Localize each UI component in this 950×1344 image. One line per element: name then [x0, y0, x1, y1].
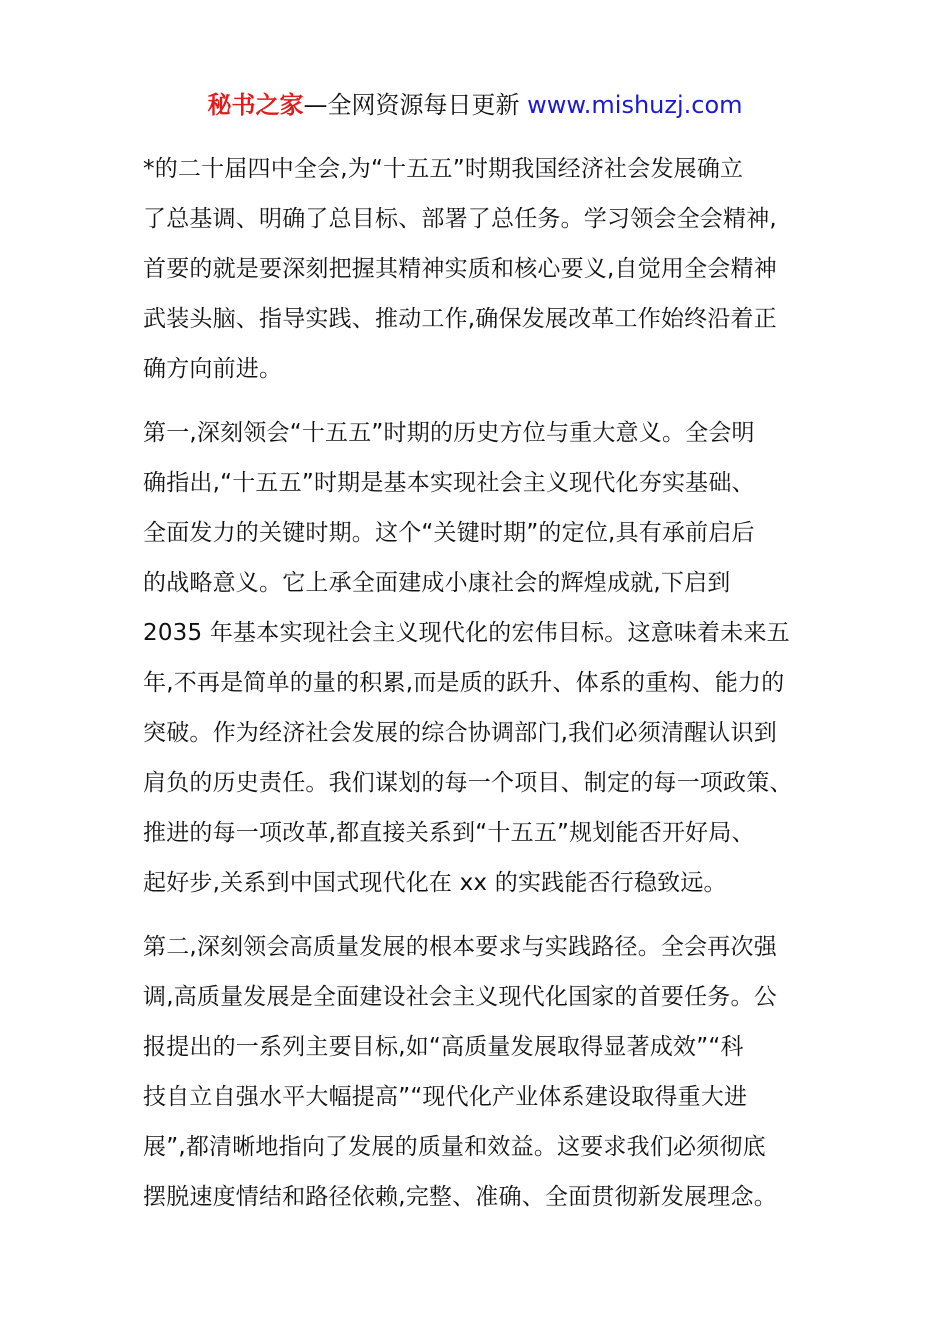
- site-brand: 秘书之家: [207, 91, 304, 119]
- text-line: 的战略意义。它上承全面建成小康社会的辉煌成就,下启到: [143, 570, 731, 596]
- site-url-link[interactable]: www.mishuzj.com: [527, 91, 743, 119]
- text-line: 武装头脑、指导实践、推动工作,确保发展改革工作始终沿着正: [143, 306, 777, 332]
- text-line: 第一,深刻领会“十五五”时期的历史方位与重大意义。全会明: [143, 420, 755, 446]
- text-line: 起好步,关系到中国式现代化在 xx 的实践能否行稳致远。: [143, 870, 727, 896]
- text-line: 首要的就是要深刻把握其精神实质和核心要义,自觉用全会精神: [143, 256, 777, 282]
- text-line: 技自立自强水平大幅提高”“现代化产业体系建设取得重大进: [143, 1084, 748, 1110]
- text-line: 第二,深刻领会高质量发展的根本要求与实践路径。全会再次强: [143, 934, 777, 960]
- text-line: 展”,都清晰地指向了发展的质量和效益。这要求我们必须彻底: [143, 1134, 766, 1160]
- text-line: 推进的每一项改革,都直接关系到“十五五”规划能否开好局、: [143, 820, 755, 846]
- text-line: 了总基调、明确了总目标、部署了总任务。学习领会全会精神,: [143, 206, 777, 232]
- text-line: 全面发力的关键时期。这个“关键时期”的定位,具有承前启后: [143, 520, 755, 546]
- text-line: 肩负的历史责任。我们谋划的每一个项目、制定的每一项政策、: [143, 770, 793, 796]
- text-line: 确指出,“十五五”时期是基本实现社会主义现代化夯实基础、: [143, 470, 755, 496]
- paragraph-second: [143, 922, 823, 1222]
- text-line: 调,高质量发展是全面建设社会主义现代化国家的首要任务。公: [143, 984, 777, 1010]
- text-line: 突破。作为经济社会发展的综合协调部门,我们必须清醒认识到: [143, 720, 777, 746]
- paragraph-intro: [143, 144, 823, 394]
- site-header: [0, 88, 950, 122]
- text-line: 年,不再是简单的量的积累,而是质的跃升、体系的重构、能力的: [143, 670, 785, 696]
- text-line: *的二十届四中全会,为“十五五”时期我国经济社会发展确立: [143, 156, 744, 182]
- site-tagline: —全网资源每日更新: [303, 91, 528, 119]
- text-line: 报提出的一系列主要目标,如“高质量发展取得显著成效”“科: [143, 1034, 744, 1060]
- text-line: 确方向前进。: [143, 356, 283, 382]
- paragraph-first: [143, 408, 823, 908]
- text-line: 摆脱速度情结和路径依赖,完整、准确、全面贯彻新发展理念。: [143, 1184, 777, 1210]
- text-line: 2035 年基本实现社会主义现代化的宏伟目标。这意味着未来五: [143, 620, 790, 646]
- document-body: [143, 144, 823, 1236]
